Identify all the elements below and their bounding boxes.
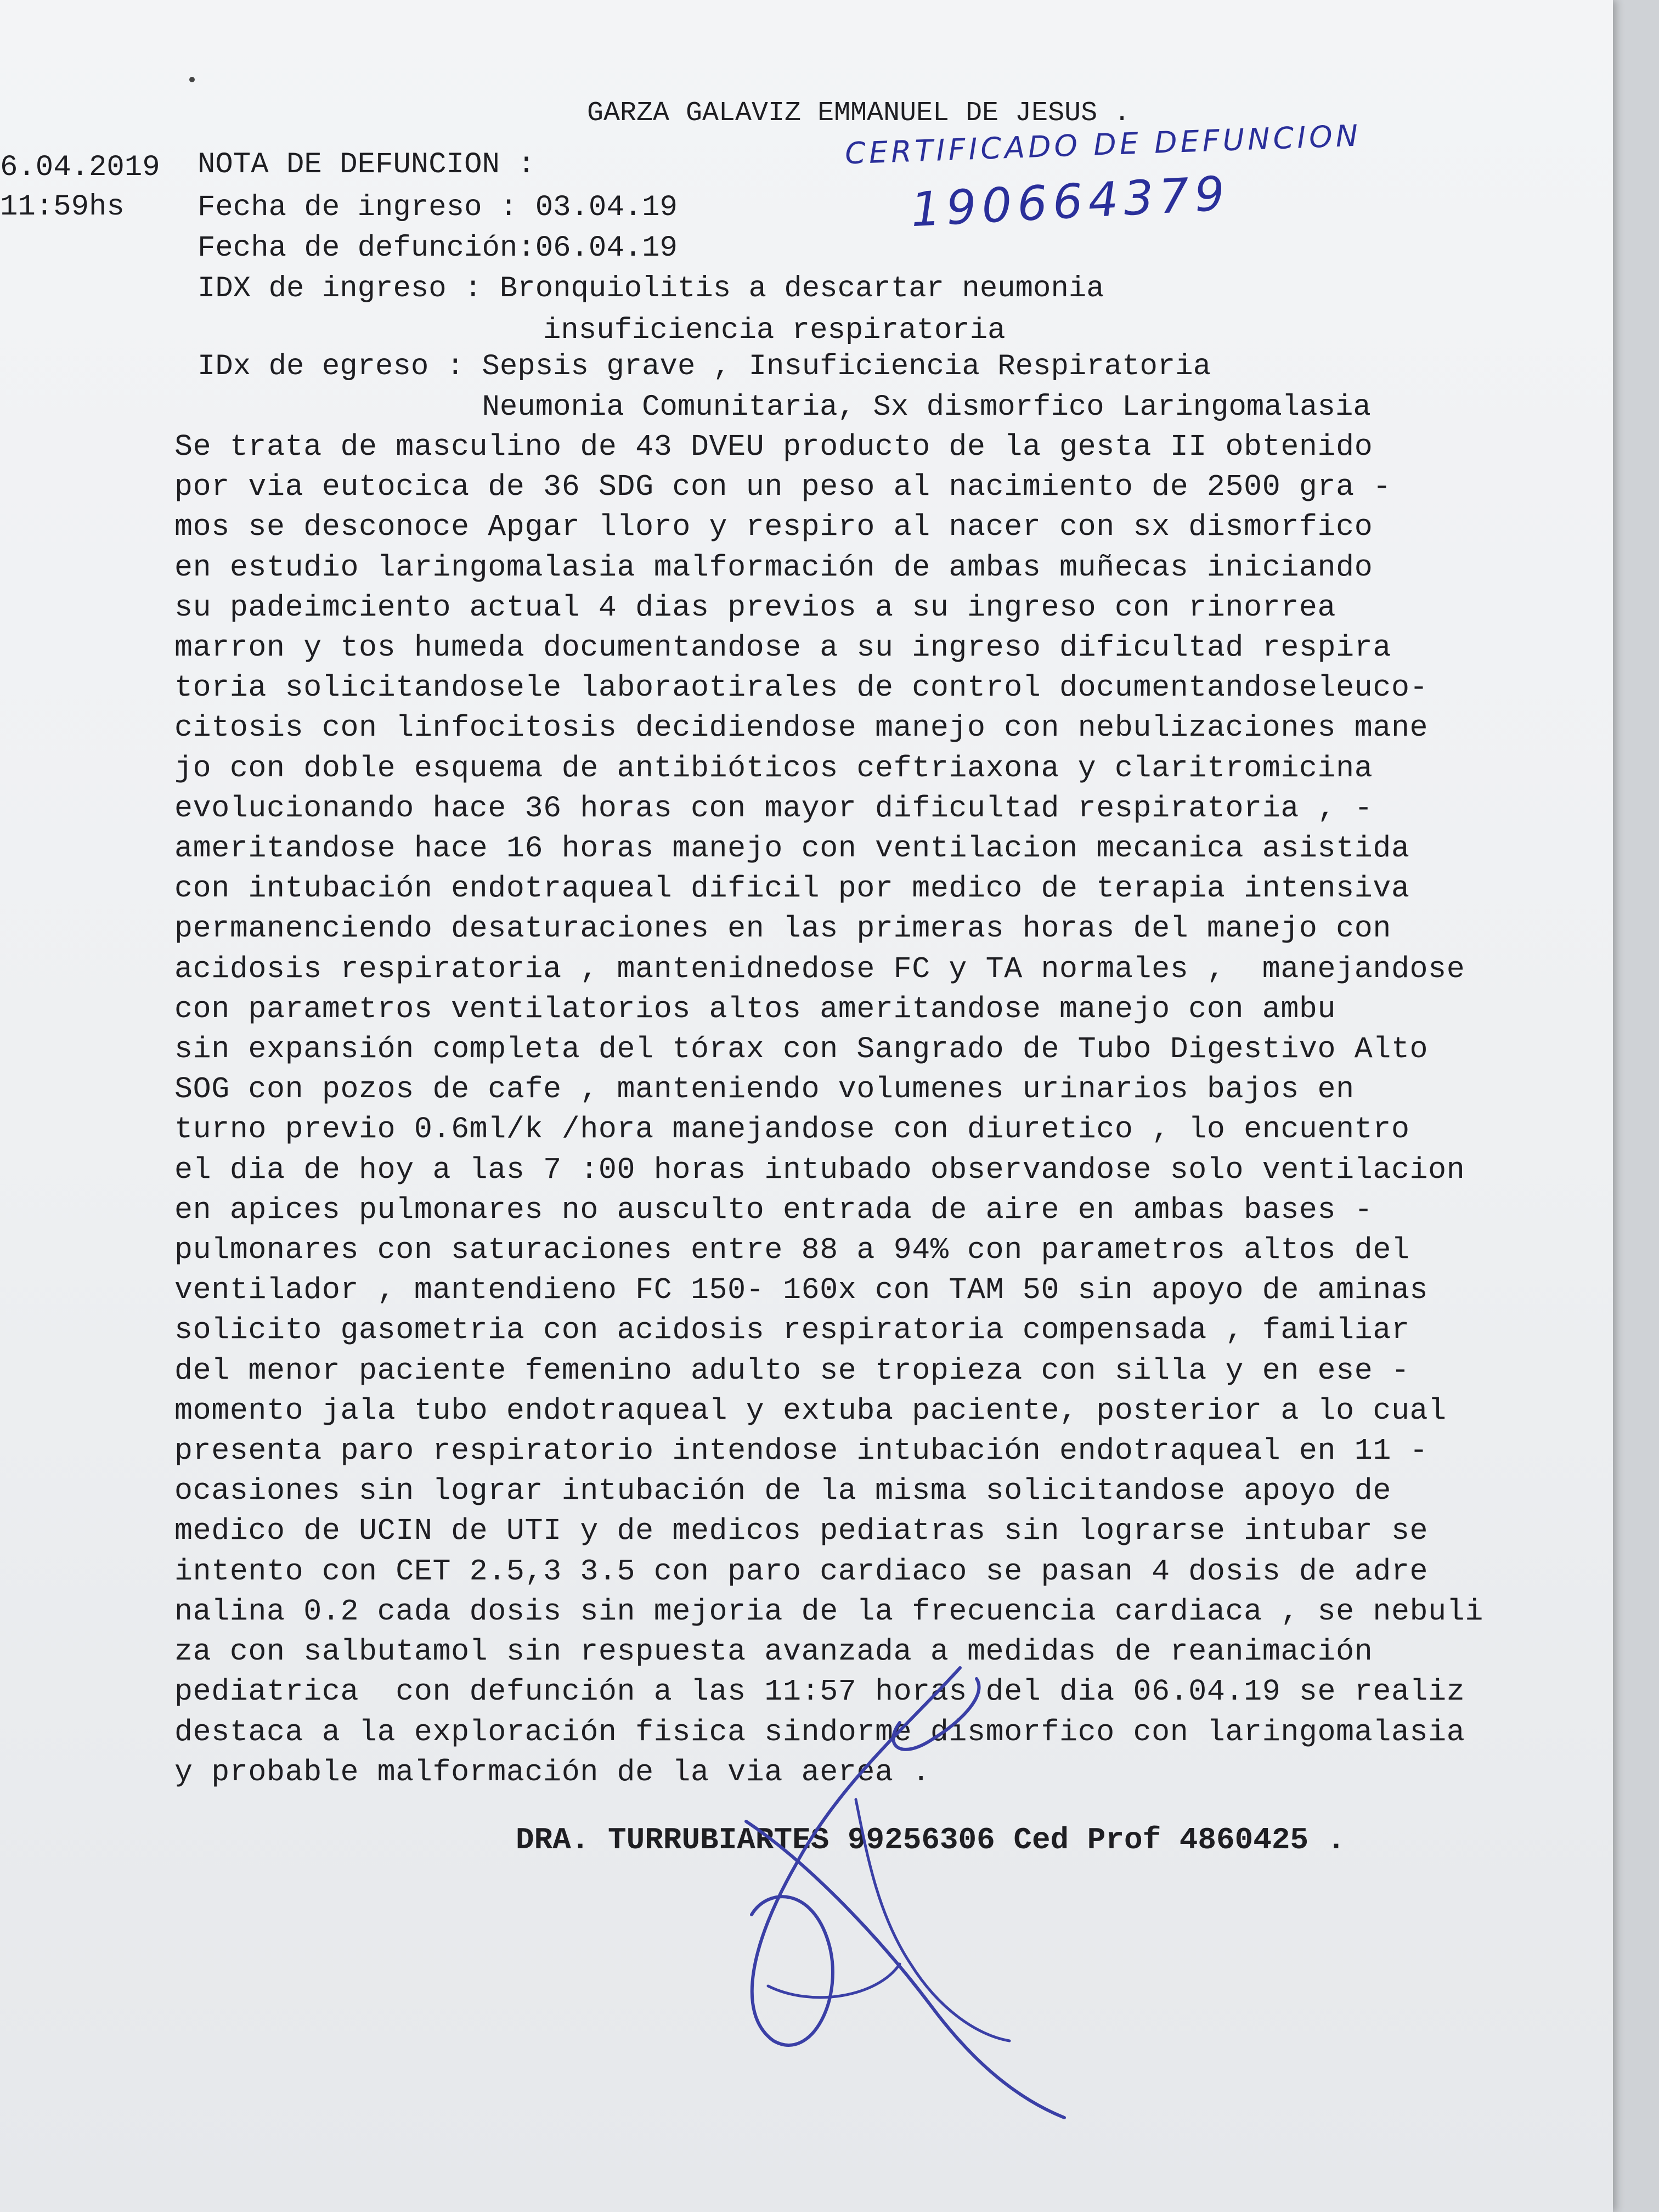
narrative-line: solicito gasometria con acidosis respiratoria compensada , familiar xyxy=(174,1313,1410,1348)
narrative-line: SOG con pozos de cafe , manteniendo volumenes urinarios bajos en xyxy=(174,1072,1355,1107)
discharge-diagnosis xyxy=(198,347,1371,428)
narrative-line: jo con doble esquema de antibióticos ceftriaxona y claritromicina xyxy=(174,751,1373,786)
clinical-narrative xyxy=(174,427,1483,1792)
narrative-line: ventilador , mantendieno FC 150- 160x con TAM 50 sin apoyo de aminas xyxy=(174,1273,1429,1308)
handwritten-number: 190664379 xyxy=(909,166,1232,238)
narrative-line: y probable malformación de la via aerea . xyxy=(174,1754,930,1790)
narrative-line: marron y tos humeda documentandose a su ingreso dificultad respira xyxy=(174,630,1391,665)
narrative-line: mos se desconoce Apgar lloro y respiro al nacer con sx dismorfico xyxy=(174,510,1373,545)
narrative-line: intento con CET 2.5,3 3.5 con paro cardiaco se pasan 4 dosis de adre xyxy=(174,1554,1429,1589)
narrative-line: permanenciendo desaturaciones en las primeras horas del manejo con xyxy=(174,911,1391,946)
narrative-line: acidosis respiratoria , mantenidnedose FC y TA normales , manejandose xyxy=(174,951,1465,986)
narrative-line: turno previo 0.6ml/k /hora manejandose con diuretico , lo encuentro xyxy=(174,1112,1410,1147)
note-date: 6.04.2019 xyxy=(0,151,160,184)
narrative-line: con intubación endotraqueal dificil por medico de terapia intensiva xyxy=(174,871,1410,906)
left-margin-meta xyxy=(0,148,160,227)
note-time: 11:59hs xyxy=(0,190,125,224)
paper-speck xyxy=(189,77,195,82)
idx-egreso-line1: IDx de egreso : Sepsis grave , Insuficiencia Respiratoria xyxy=(198,350,1211,383)
narrative-line: del menor paciente femenino adulto se tropieza con silla y en ese - xyxy=(174,1353,1410,1388)
narrative-line: ocasiones sin lograr intubación de la misma solicitandose apoyo de xyxy=(174,1474,1391,1509)
narrative-line: medico de UCIN de UTI y de medicos pediatras sin lograrse intubar se xyxy=(174,1514,1429,1549)
fecha-defuncion: Fecha de defunción:06.04.19 xyxy=(198,232,678,265)
narrative-line: presenta paro respiratorio intendose intubación endotraqueal en 11 - xyxy=(174,1434,1429,1469)
narrative-line: pediatrica con defunción a las 11:57 horas del dia 06.04.19 se realiz xyxy=(174,1674,1465,1709)
narrative-line: su padeimciento actual 4 dias previos a su ingreso con rinorrea xyxy=(174,590,1336,625)
idx-ingreso-line1: IDX de ingreso : Bronquiolitis a descartar neumonia xyxy=(198,272,1104,306)
narrative-line: citosis con linfocitosis decidiendose manejo con nebulizaciones mane xyxy=(174,710,1429,746)
narrative-line: el dia de hoy a las 7 :00 horas intubado observandose solo ventilacion xyxy=(174,1152,1465,1187)
narrative-line: Se trata de masculino de 43 DVEU producto de la gesta II obtenido xyxy=(174,430,1373,464)
narrative-line: za con salbutamol sin respuesta avanzada a medidas de reanimación xyxy=(174,1634,1373,1669)
narrative-line: nalina 0.2 cada dosis sin mejoria de la frecuencia cardiaca , se nebuli xyxy=(174,1594,1483,1629)
narrative-line: en estudio laringomalasia malformación de ambas muñecas iniciando xyxy=(174,550,1373,585)
narrative-line: sin expansión completa del tórax con Sangrado de Tubo Digestivo Alto xyxy=(174,1032,1429,1067)
narrative-line: con parametros ventilatorios altos ameritandose manejo con ambu xyxy=(174,991,1336,1026)
narrative-line: evolucionando hace 36 horas con mayor dificultad respiratoria , - xyxy=(174,791,1373,826)
idx-egreso-line2: Neumonia Comunitaria, Sx dismorfico Laringomalasia xyxy=(198,391,1371,424)
patient-name: GARZA GALAVIZ EMMANUEL DE JESUS . xyxy=(587,98,1131,129)
narrative-line: ameritandose hace 16 horas manejo con ventilacion mecanica asistida xyxy=(174,831,1410,866)
fecha-ingreso: Fecha de ingreso : 03.04.19 xyxy=(198,191,678,224)
narrative-line: por via eutocica de 36 SDG con un peso al nacimiento de 2500 gra - xyxy=(174,470,1391,505)
narrative-line: pulmonares con saturaciones entre 88 a 94% con parametros altos del xyxy=(174,1233,1410,1268)
narrative-line: toria solicitandosele laboraotirales de control documentandoseleuco- xyxy=(174,670,1429,706)
narrative-line: en apices pulmonares no ausculto entrada de aire en ambas bases - xyxy=(174,1192,1373,1227)
narrative-line: momento jala tubo endotraqueal y extuba paciente, posterior a lo cual xyxy=(174,1393,1447,1428)
handwritten-signature xyxy=(702,1657,1119,2129)
narrative-line: destaca a la exploración fisica sindorme dismorfico con laringomalasia xyxy=(174,1714,1465,1750)
note-title: NOTA DE DEFUNCION : xyxy=(198,148,535,182)
idx-ingreso-line2: insuficiencia respiratoria xyxy=(543,314,1006,347)
doctor-signature-line: DRA. TURRUBIARTES 99256306 Ced Prof 4860425 . xyxy=(516,1822,1346,1858)
handwritten-note: CERTIFICADO DE DEFUNCION xyxy=(844,118,1362,171)
